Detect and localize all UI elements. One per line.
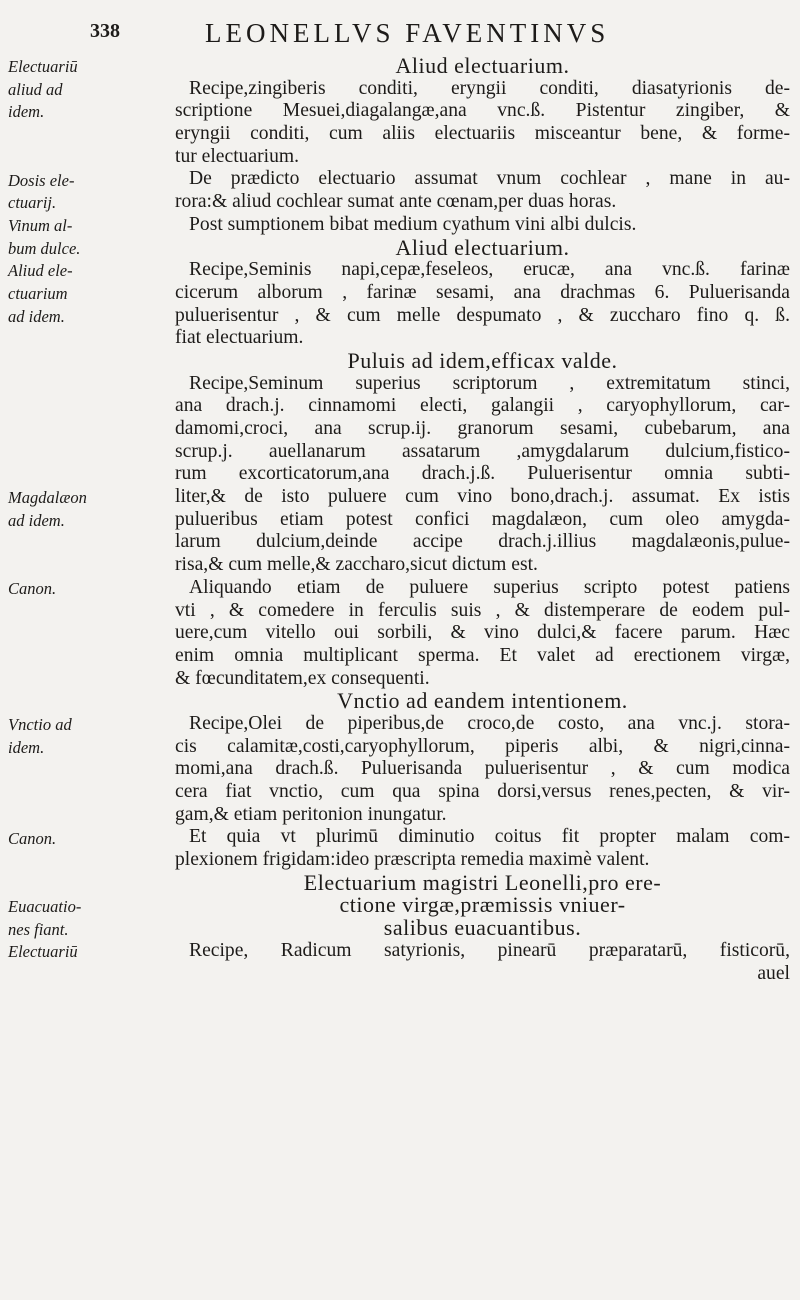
text-line: Recipe,Seminum superius scriptorum , extremitatum stinci, [189, 372, 790, 394]
margin-note-line: aliud ad [8, 79, 63, 99]
margin-note-line: Aliud ele- [8, 261, 73, 281]
text-line: enim omnia multiplicant sperma. Et valet ad erectionem virgæ, [175, 644, 790, 666]
page-number: 338 [90, 20, 120, 42]
text-line: momi,ana drach.ß. Puluerisanda puluerisentur , & cum modica [175, 758, 790, 780]
text-line: uere,cum vitello oui sorbili, & vino dulci,& facere parum. Hæc [175, 622, 790, 644]
text-line: cera fiat vnctio, cum qua spina dorsi,versus renes,pecten, & vir- [175, 781, 790, 802]
text-line: larum dulcium,deinde accipe drach.j.illius magdalæonis,pulue- [175, 531, 790, 553]
section-heading: Aliud electuarium. [395, 53, 570, 78]
margin-note [8, 828, 168, 851]
margin-note-line: Electuariū [8, 57, 78, 76]
text-line: scrup.j. auellanarum assatarum ,amygdalarum dulcium,fistico- [175, 440, 790, 462]
margin-note-line: Dosis ele- [8, 170, 75, 190]
margin-note-line: nes fiant. [8, 919, 69, 939]
margin-note-line: Vinum al- [8, 215, 73, 235]
margin-note [8, 714, 168, 759]
margin-note-line: Magdalæon [8, 488, 87, 508]
text-line: vti , & comedere in ferculis suis , & distemperare de eodem pul- [175, 599, 790, 621]
margin-note [8, 896, 168, 941]
margin-note [8, 56, 168, 124]
text-line: risa,& cum melle,& zaccharo,sicut dictum est. [175, 554, 538, 576]
text-line: Aliquando etiam de puluere superius scripto potest patiens [189, 576, 790, 598]
margin-note-line: ad idem. [8, 306, 65, 326]
text-line: Et quia vt plurimū diminutio coitus fit propter malam com- [189, 826, 790, 848]
text-line: rora:& aliud cochlear sumat ante cœnam,per duas horas. [175, 191, 617, 213]
margin-note-line: idem. [8, 102, 45, 122]
margin-note [8, 487, 168, 532]
text-line: tur electuarium. [175, 145, 300, 167]
margin-note [8, 941, 168, 964]
text-line: gam,& etiam peritonion inungatur. [175, 803, 447, 825]
text-line: plexionem frigidam:ideo præscripta remedia maximè valent. [175, 849, 650, 871]
text-line: rum excorticatorum,ana drach.j.ß. Puluerisentur omnia subti- [175, 463, 790, 485]
margin-note-line: idem. [8, 738, 45, 757]
margin-note-line: Canon. [8, 828, 57, 848]
margin-note-line: ctuarij. [8, 193, 57, 213]
text-line: Recipe, Radicum satyrionis, pinearū præparatarū, fisticorū, [189, 939, 790, 961]
section-heading: Puluis ad idem,efficax valde. [347, 347, 618, 373]
margin-note-line: Euacuatio- [8, 896, 82, 916]
margin-note-line: Electuariū [8, 942, 78, 962]
text-line: cis calamitæ,costi,caryophyllorum, piperis albi, & nigri,cinna- [175, 735, 790, 757]
text-line: Post sumptionem bibat medium cyathum vini albi dulcis. [189, 213, 637, 235]
text-line: Recipe,Olei de piperibus,de croco,de costo, ana vnc.j. stora- [189, 712, 790, 734]
section-heading: Electuarium magistri Leonelli,pro ere- [303, 869, 662, 895]
text-line: puluerisentur , & cum melle despumato , & zuccharo fino q. ß. [175, 304, 790, 326]
margin-note-line: bum dulce. [8, 238, 81, 258]
section-heading: Aliud electuarium. [395, 234, 570, 260]
text-line: cicerum alborum , farinæ sesami, ana drachmas 6. Puluerisanda [175, 281, 790, 303]
text-line: Recipe,Seminis napi,cepæ,feseleos, erucæ, ana vnc.ß. farinæ [189, 259, 790, 281]
page-header [90, 18, 750, 56]
margin-note [8, 170, 168, 215]
text-line: pulueribus etiam potest confici magdalæon, cum oleo amygda- [175, 508, 790, 530]
text-line: scriptione Mesuei,diagalangæ,ana vnc.ß. Pistentur zingiber, & [175, 100, 790, 122]
margin-note [8, 260, 168, 328]
margin-note-line: Vnctio ad [8, 715, 72, 735]
section-heading: salibus euacuantibus. [383, 915, 582, 941]
text-line: De prædicto electuario assumat vnum cochlear , mane in au- [189, 168, 790, 190]
text-line: ana drach.j. cinnamomi electi, galangii , caryophyllorum, car- [175, 395, 790, 417]
text-line: eryngii conditi, cum aliis electuariis misceantur bene, & forme- [175, 123, 790, 145]
section-heading: Vnctio ad eandem intentionem. [337, 688, 628, 714]
text-line: auel [757, 962, 790, 984]
margin-note [8, 215, 168, 260]
text-column [175, 55, 790, 985]
section-heading: ctione virgæ,præmissis vniuer- [339, 892, 626, 918]
margin-note-line: ad idem. [8, 511, 65, 530]
text-line: fiat electuarium. [175, 327, 304, 349]
running-title: LEONELLVS FAVENTINVS [205, 18, 610, 48]
margin-note [8, 578, 168, 601]
margin-note-line: Canon. [8, 579, 57, 599]
text-line: damomi,croci, ana scrup.ij. granorum sesami, cubebarum, ana [175, 418, 790, 439]
text-line: liter,& de isto puluere cum vino bono,drach.j. assumat. Ex istis [175, 486, 790, 508]
margin-note-line: ctuarium [8, 284, 68, 303]
text-line: & fœcunditatem,ex consequenti. [175, 667, 430, 689]
text-line: Recipe,zingiberis conditi, eryngii conditi, diasatyrionis de- [189, 77, 790, 99]
